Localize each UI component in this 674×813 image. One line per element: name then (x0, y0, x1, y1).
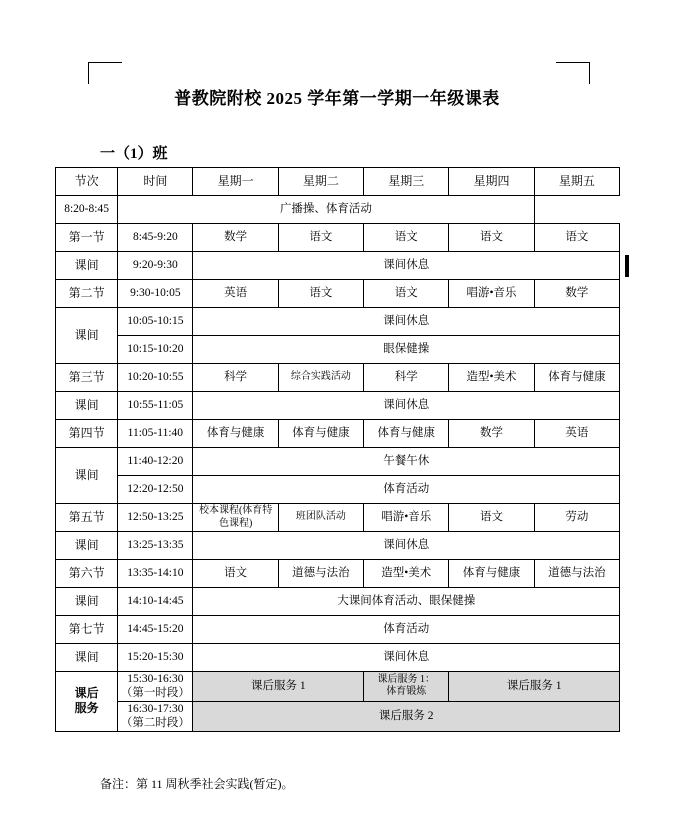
table-row (56, 252, 620, 280)
row-merged-activity: 课间休息 (193, 252, 620, 280)
table-row (56, 420, 620, 448)
row-merged-activity: 广播操、体育活动 (118, 196, 534, 224)
header-time: 时间 (118, 168, 193, 196)
after-school-time-1 (118, 672, 193, 702)
row-cell-friday: 体育与健康 (534, 364, 619, 392)
after-school-label-line2: 服务 (74, 701, 99, 716)
row-time: 10:55-11:05 (118, 392, 193, 420)
after-school-cell-wed (364, 672, 449, 702)
table-row (56, 392, 620, 420)
row-time: 10:15-10:20 (118, 336, 193, 364)
row-cell-thursday: 造型•美术 (449, 364, 534, 392)
row-cell-monday: 校本课程(体育特色课程) (193, 504, 278, 532)
page-title: 普教院附校 2025 学年第一学期一年级课表 (174, 89, 500, 108)
row-time: 12:50-13:25 (118, 504, 193, 532)
row-period: 第六节 (56, 560, 118, 588)
row-cell-wednesday: 造型•美术 (364, 560, 449, 588)
row-time: 13:25-13:35 (118, 532, 193, 560)
row-merged-activity: 课间休息 (193, 392, 620, 420)
row-cell-friday: 道德与法治 (534, 560, 619, 588)
row-merged-activity: 课间休息 (193, 532, 620, 560)
row-merged-activity: 眼保健操 (193, 336, 620, 364)
row-cell-friday: 劳动 (534, 504, 619, 532)
row-merged-activity: 午餐午休 (193, 448, 620, 476)
after-school-cell-wed-line2: 体育锻炼 (386, 686, 427, 698)
row-cell-wednesday: 唱游•音乐 (364, 504, 449, 532)
row-cell-wednesday: 科学 (364, 364, 449, 392)
footer-note: 备注：第 11 周秋季社会实践(暂定)。 (100, 777, 294, 791)
after-school-cell-wed-line1: 课后服务 1： (377, 673, 435, 685)
header-tuesday: 星期二 (278, 168, 363, 196)
row-period: 课间 (56, 308, 118, 364)
row-cell-wednesday: 体育与健康 (364, 420, 449, 448)
row-time: 10:20-10:55 (118, 364, 193, 392)
row-time: 11:40-12:20 (118, 448, 193, 476)
after-school-time-1-line1: 15:30-16:30 (127, 673, 184, 685)
row-merged-activity: 体育活动 (193, 476, 620, 504)
after-school-cell-mon-tue: 课后服务 1 (193, 672, 364, 702)
row-cell-tuesday: 语文 (278, 224, 363, 252)
after-school-time-1-line2: （第一时段） (120, 687, 190, 700)
after-school-time-2-line2: （第二时段） (120, 717, 190, 730)
row-cell-thursday: 语文 (449, 224, 534, 252)
after-school-cell-thu-fri: 课后服务 1 (449, 672, 620, 702)
row-merged-activity: 课间休息 (193, 308, 620, 336)
row-time: 8:20-8:45 (56, 196, 118, 224)
row-merged-activity: 体育活动 (193, 616, 620, 644)
page-edge-mark (625, 255, 629, 277)
row-period: 课间 (56, 532, 118, 560)
row-cell-monday: 语文 (193, 560, 278, 588)
table-row (56, 532, 620, 560)
row-cell-wednesday: 语文 (364, 224, 449, 252)
row-cell-monday: 数学 (193, 224, 278, 252)
row-cell-thursday: 数学 (449, 420, 534, 448)
row-merged-activity: 大课间体育活动、眼保健操 (193, 588, 620, 616)
table-header-row (56, 168, 620, 196)
table-row (56, 504, 620, 532)
after-school-label-line1: 课后 (74, 686, 99, 701)
table-row (56, 364, 620, 392)
row-period: 课间 (56, 448, 118, 504)
table-row (56, 588, 620, 616)
table-row (56, 476, 620, 504)
table-row (56, 224, 620, 252)
row-cell-friday: 语文 (534, 224, 619, 252)
row-period: 第七节 (56, 616, 118, 644)
row-time: 15:20-15:30 (118, 644, 193, 672)
after-school-label (56, 672, 118, 732)
row-cell-wednesday: 语文 (364, 280, 449, 308)
row-cell-friday: 数学 (534, 280, 619, 308)
row-cell-monday: 英语 (193, 280, 278, 308)
row-period: 课间 (56, 588, 118, 616)
row-time: 8:45-9:20 (118, 224, 193, 252)
table-row (56, 308, 620, 336)
row-cell-tuesday: 道德与法治 (278, 560, 363, 588)
row-cell-tuesday: 班团队活动 (278, 504, 363, 532)
row-time: 11:05-11:40 (118, 420, 193, 448)
class-name-label: 一（1）班 (100, 146, 168, 162)
crop-mark-top-left-horizontal (88, 62, 122, 63)
header-thursday: 星期四 (449, 168, 534, 196)
row-cell-monday: 科学 (193, 364, 278, 392)
row-time: 9:20-9:30 (118, 252, 193, 280)
crop-mark-top-right-vertical (589, 62, 590, 84)
table-row (56, 280, 620, 308)
table-row (56, 616, 620, 644)
row-period: 课间 (56, 252, 118, 280)
table-row (56, 336, 620, 364)
row-cell-friday: 英语 (534, 420, 619, 448)
row-cell-tuesday: 体育与健康 (278, 420, 363, 448)
table-row (56, 196, 620, 224)
table-row-after-school-1 (56, 672, 620, 702)
row-time: 10:05-10:15 (118, 308, 193, 336)
row-cell-tuesday: 综合实践活动 (278, 364, 363, 392)
header-friday: 星期五 (534, 168, 619, 196)
row-period: 第一节 (56, 224, 118, 252)
row-merged-activity: 课间休息 (193, 644, 620, 672)
row-time: 13:35-14:10 (118, 560, 193, 588)
row-time: 14:45-15:20 (118, 616, 193, 644)
row-period: 课间 (56, 644, 118, 672)
row-period: 第五节 (56, 504, 118, 532)
row-time: 14:10-14:45 (118, 588, 193, 616)
crop-mark-top-left-vertical (88, 62, 89, 84)
schedule-table (55, 167, 620, 732)
after-school-time-2-line1: 16:30-17:30 (127, 702, 184, 715)
header-period: 节次 (56, 168, 118, 196)
after-school-time-2 (118, 701, 193, 731)
row-period: 第二节 (56, 280, 118, 308)
after-school-merged-2: 课后服务 2 (193, 701, 620, 731)
crop-mark-top-right-horizontal (556, 62, 590, 63)
table-row (56, 644, 620, 672)
row-time: 9:30-10:05 (118, 280, 193, 308)
header-wednesday: 星期三 (364, 168, 449, 196)
row-cell-monday: 体育与健康 (193, 420, 278, 448)
row-time: 12:20-12:50 (118, 476, 193, 504)
table-row (56, 448, 620, 476)
row-cell-tuesday: 语文 (278, 280, 363, 308)
row-period: 第四节 (56, 420, 118, 448)
header-monday: 星期一 (193, 168, 278, 196)
row-period: 课间 (56, 392, 118, 420)
table-row (56, 560, 620, 588)
row-cell-thursday: 唱游•音乐 (449, 280, 534, 308)
table-row-after-school-2 (56, 701, 620, 731)
row-cell-thursday: 体育与健康 (449, 560, 534, 588)
row-period: 第三节 (56, 364, 118, 392)
row-cell-thursday: 语文 (449, 504, 534, 532)
